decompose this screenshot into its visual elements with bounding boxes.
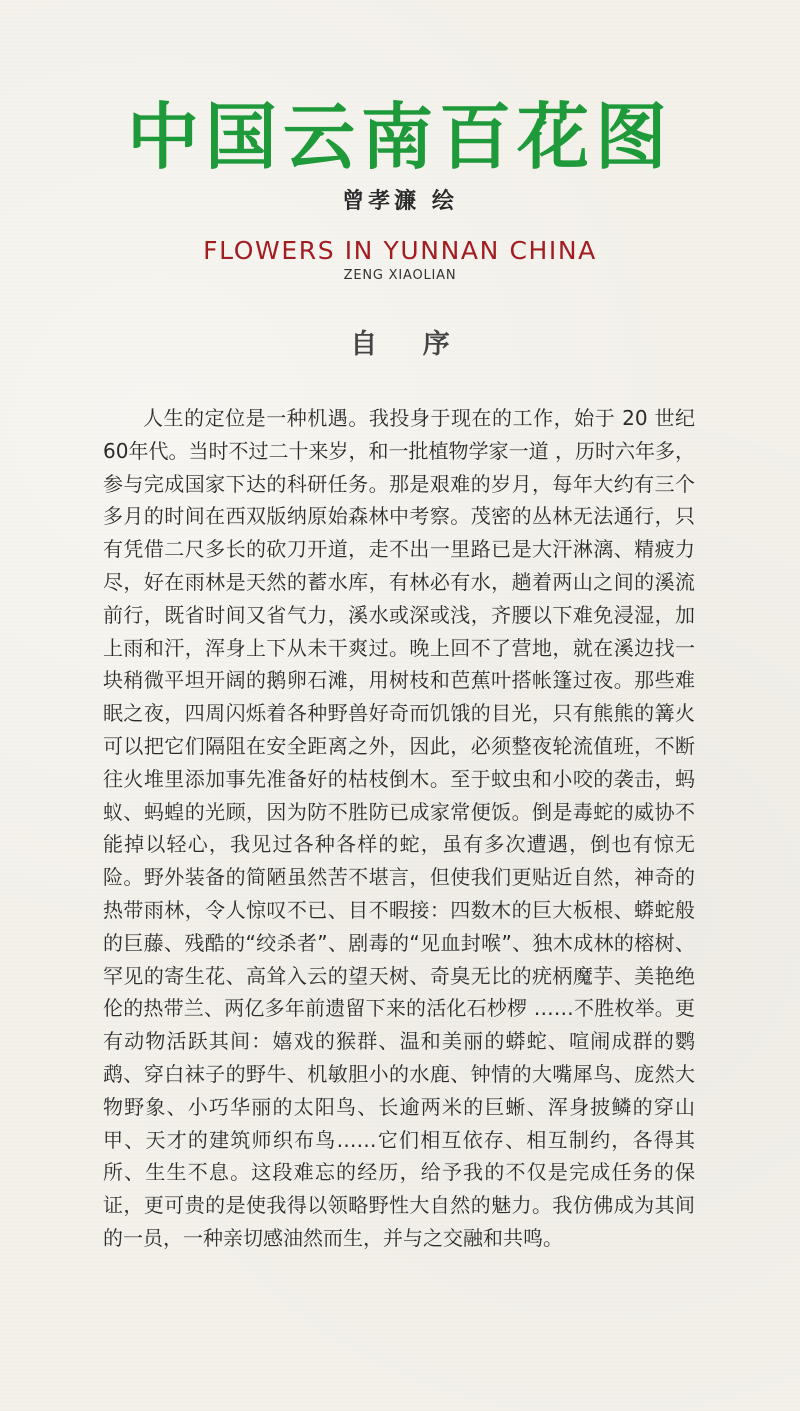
book-title-chinese: 中国云南百花图: [126, 95, 673, 179]
preface-heading: 自 序: [350, 329, 468, 360]
author-credit-chinese: 曾孝濂 绘: [342, 188, 458, 214]
book-title-english: FLOWERS IN YUNNAN CHINA: [203, 236, 597, 265]
author-credit-english: ZENG XIAOLIAN: [343, 268, 457, 283]
preface-body-text: 人生的定位是一种机遇。我投身于现在的工作，始于 20 世纪 60年代。当时不过二十来岁，和一批植物学家一道 ，历时六年多，参与完成国家下达的科研任务。那是艰难的岁月，每年大约有三个多月的时间在西双版纳原始森林中考察。茂密的丛林无法通行，只有凭借二尺多长的砍刀开道，走不出一里路已是大汗淋漓、精疲力尽，好在雨林是天然的蓄水库，有林必有水，趟着两山之间的溪流前行，既省时间又省气力，溪水或深或浅，齐腰以下难免浸湿，加上雨和汗，浑身上下从未干爽过。晚上回不了营地，就在溪边找一块稍微平坦开阔的鹅卵石滩，用树枝和芭蕉叶搭帐篷过夜。那些难眠之夜，四周闪烁着各种野兽好奇而饥饿的目光，只有熊熊的篝火可以把它们隔阻在安全距离之外，因此，必须整夜轮流值班，不断往火堆里添加事先准备好的枯枝倒木。至于蚊虫和小咬的袭击，蚂蚁、蚂蝗的光顾，因为防不胜防已成家常便饭。倒是毒蛇的威协不能掉以轻心，我见过各种各样的蛇，虽有多次遭遇，倒也有惊无险。野外装备的简陋虽然苦不堪言，但使我们更贴近自然，神奇的热带雨林，令人惊叹不已、目不暇接：四数木的巨大板根、蟒蛇般的巨藤、残酷的“绞杀者”、剧毒的“见血封喉”、独木成林的榕树、罕见的寄生花、高耸入云的望天树、奇臭无比的疣柄魔芋、美艳绝伦的热带兰、两亿多年前遗留下来的活化石杪椤 ……不胜枚举。更有动物活跃其间：嬉戏的猴群、温和美丽的蟒蛇、喧闹成群的鹦鹉、穿白袜子的野牛、机敏胆小的水鹿、钟情的大嘴犀鸟、庞然大物野象、小巧华丽的太阳鸟、长逾两米的巨蜥、浑身披鳞的穿山甲、天才的建筑师织布鸟……它们相互依存、相互制约，各得其所、生生不息。这段难忘的经历，给予我的不仅是完成任务的保证，更可贵的是使我得以领略野性大自然的魅力。我仿佛成为其间的一员，一种亲切感油然而生，并与之交融和共鸣。: [103, 406, 695, 1250]
